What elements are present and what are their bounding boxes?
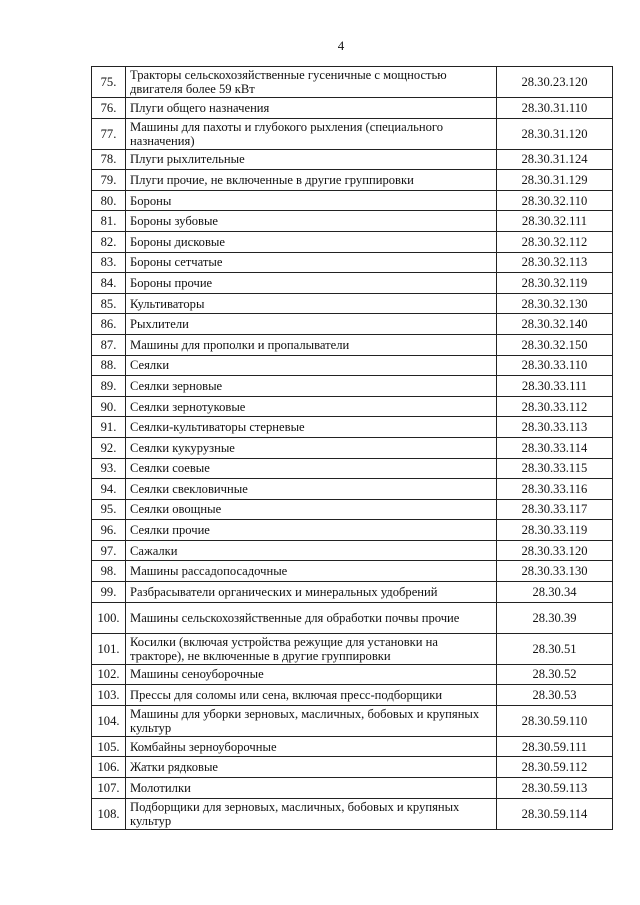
item-name: Бороны зубовые (126, 211, 497, 232)
table-row (92, 685, 613, 706)
item-code: 28.30.33.114 (497, 437, 613, 458)
item-name: Сеялки свекловичные (126, 479, 497, 500)
item-name: Сеялки-культиваторы стерневые (126, 417, 497, 438)
row-number: 102. (92, 664, 126, 685)
row-number: 97. (92, 540, 126, 561)
row-number: 105. (92, 736, 126, 757)
item-code: 28.30.51 (497, 633, 613, 664)
item-code: 28.30.33.111 (497, 376, 613, 397)
row-number: 107. (92, 778, 126, 799)
item-name: Косилки (включая устройства режущие для установки на тракторе), не включенные в другие группировки (126, 633, 497, 664)
item-code: 28.30.32.112 (497, 231, 613, 252)
table-row (92, 499, 613, 520)
table-row (92, 561, 613, 582)
row-number: 76. (92, 98, 126, 119)
item-name: Бороны (126, 190, 497, 211)
item-name: Сеялки (126, 355, 497, 376)
item-name: Сеялки соевые (126, 458, 497, 479)
row-number: 106. (92, 757, 126, 778)
row-number: 95. (92, 499, 126, 520)
table-row (92, 314, 613, 335)
table-row (92, 376, 613, 397)
item-code: 28.30.52 (497, 664, 613, 685)
item-name: Сеялки кукурузные (126, 437, 497, 458)
item-name: Жатки рядковые (126, 757, 497, 778)
row-number: 88. (92, 355, 126, 376)
item-name: Сеялки зернотуковые (126, 396, 497, 417)
item-code: 28.30.59.113 (497, 778, 613, 799)
item-name: Машины для уборки зерновых, масличных, бобовых и крупяных культур (126, 705, 497, 736)
item-code: 28.30.32.111 (497, 211, 613, 232)
item-name: Машины для прополки и пропалыватели (126, 334, 497, 355)
row-number: 96. (92, 520, 126, 541)
table-body (92, 67, 613, 830)
table-row (92, 231, 613, 252)
item-code: 28.30.32.113 (497, 252, 613, 273)
table-row (92, 757, 613, 778)
item-name: Бороны прочие (126, 273, 497, 294)
table-row (92, 170, 613, 191)
table-row (92, 211, 613, 232)
table-row (92, 118, 613, 149)
item-name: Плуги общего назначения (126, 98, 497, 119)
item-code: 28.30.23.120 (497, 67, 613, 98)
row-number: 81. (92, 211, 126, 232)
row-number: 99. (92, 582, 126, 603)
item-code: 28.30.33.117 (497, 499, 613, 520)
row-number: 80. (92, 190, 126, 211)
table-row (92, 602, 613, 633)
item-code: 28.30.33.112 (497, 396, 613, 417)
item-code: 28.30.59.110 (497, 705, 613, 736)
item-name: Разбрасыватели органических и минеральных удобрений (126, 582, 497, 603)
table-row (92, 479, 613, 500)
item-name: Сеялки овощные (126, 499, 497, 520)
row-number: 84. (92, 273, 126, 294)
item-name: Сеялки прочие (126, 520, 497, 541)
item-code: 28.30.53 (497, 685, 613, 706)
row-number: 103. (92, 685, 126, 706)
item-name: Комбайны зерноуборочные (126, 736, 497, 757)
item-code: 28.30.33.115 (497, 458, 613, 479)
row-number: 98. (92, 561, 126, 582)
item-code: 28.30.32.130 (497, 293, 613, 314)
table-row (92, 149, 613, 170)
item-code: 28.30.33.130 (497, 561, 613, 582)
row-number: 90. (92, 396, 126, 417)
row-number: 108. (92, 798, 126, 829)
table-row (92, 273, 613, 294)
table-row (92, 190, 613, 211)
item-code: 28.30.33.110 (497, 355, 613, 376)
row-number: 89. (92, 376, 126, 397)
table-row (92, 798, 613, 829)
item-name: Машины рассадопосадочные (126, 561, 497, 582)
table-row (92, 396, 613, 417)
item-name: Плуги прочие, не включенные в другие группировки (126, 170, 497, 191)
table-row (92, 520, 613, 541)
row-number: 86. (92, 314, 126, 335)
row-number: 87. (92, 334, 126, 355)
item-code: 28.30.32.110 (497, 190, 613, 211)
table-row (92, 540, 613, 561)
item-code: 28.30.59.112 (497, 757, 613, 778)
table-row (92, 293, 613, 314)
table-row (92, 355, 613, 376)
row-number: 92. (92, 437, 126, 458)
item-name: Сажалки (126, 540, 497, 561)
row-number: 93. (92, 458, 126, 479)
row-number: 101. (92, 633, 126, 664)
item-code: 28.30.39 (497, 602, 613, 633)
item-code: 28.30.32.140 (497, 314, 613, 335)
item-name: Прессы для соломы или сена, включая пресс-подборщики (126, 685, 497, 706)
table-row (92, 417, 613, 438)
row-number: 85. (92, 293, 126, 314)
table-row (92, 778, 613, 799)
item-code: 28.30.59.114 (497, 798, 613, 829)
equipment-table (91, 66, 613, 830)
item-name: Рыхлители (126, 314, 497, 335)
item-code: 28.30.59.111 (497, 736, 613, 757)
item-name: Подборщики для зерновых, масличных, бобовых и крупяных культур (126, 798, 497, 829)
item-name: Бороны дисковые (126, 231, 497, 252)
row-number: 104. (92, 705, 126, 736)
row-number: 82. (92, 231, 126, 252)
row-number: 79. (92, 170, 126, 191)
row-number: 100. (92, 602, 126, 633)
item-code: 28.30.32.150 (497, 334, 613, 355)
table-row (92, 582, 613, 603)
row-number: 77. (92, 118, 126, 149)
item-code: 28.30.33.120 (497, 540, 613, 561)
item-name: Сеялки зерновые (126, 376, 497, 397)
item-code: 28.30.31.129 (497, 170, 613, 191)
item-name: Машины сельскохозяйственные для обработки почвы прочие (126, 602, 497, 633)
item-code: 28.30.33.116 (497, 479, 613, 500)
table-row (92, 252, 613, 273)
table-row (92, 633, 613, 664)
table-row (92, 458, 613, 479)
item-name: Плуги рыхлительные (126, 149, 497, 170)
item-name: Культиваторы (126, 293, 497, 314)
table-row (92, 664, 613, 685)
item-code: 28.30.31.120 (497, 118, 613, 149)
item-code: 28.30.33.119 (497, 520, 613, 541)
item-name: Молотилки (126, 778, 497, 799)
item-name: Машины сеноуборочные (126, 664, 497, 685)
row-number: 91. (92, 417, 126, 438)
page-number: 4 (337, 38, 345, 53)
table-row (92, 736, 613, 757)
item-code: 28.30.34 (497, 582, 613, 603)
item-name: Машины для пахоты и глубокого рыхления (специального назначения) (126, 118, 497, 149)
row-number: 94. (92, 479, 126, 500)
item-code: 28.30.32.119 (497, 273, 613, 294)
item-name: Тракторы сельскохозяйственные гусеничные с мощностью двигателя более 59 кВт (126, 67, 497, 98)
table-row (92, 437, 613, 458)
item-code: 28.30.31.110 (497, 98, 613, 119)
item-code: 28.30.33.113 (497, 417, 613, 438)
table-row (92, 67, 613, 98)
item-name: Бороны сетчатые (126, 252, 497, 273)
table-row (92, 705, 613, 736)
table-row (92, 334, 613, 355)
table-row (92, 98, 613, 119)
item-code: 28.30.31.124 (497, 149, 613, 170)
row-number: 78. (92, 149, 126, 170)
row-number: 83. (92, 252, 126, 273)
row-number: 75. (92, 67, 126, 98)
